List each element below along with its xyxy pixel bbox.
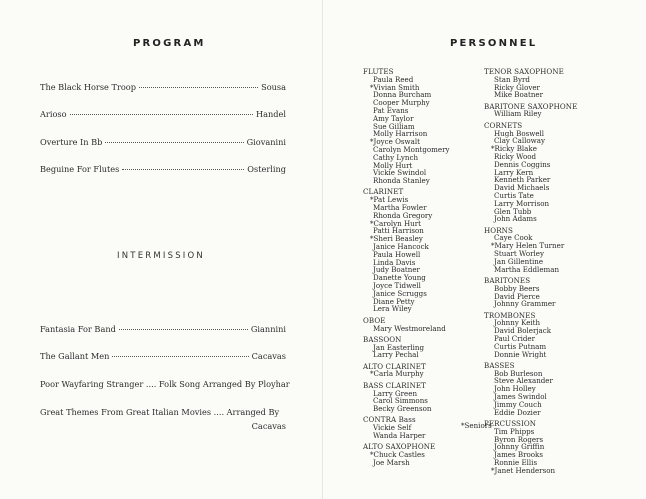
section-alto-saxophone (363, 443, 450, 466)
section-title: FLUTES (363, 67, 394, 76)
member-name: Vickie Swindol (373, 168, 427, 178)
section-cornets (484, 122, 577, 223)
section-title: TROMBONES (484, 310, 536, 320)
member-name: Molly Hurt (373, 160, 413, 170)
member-name: Byron Rogers (494, 434, 544, 444)
piece-title: Beguine For Flutes (40, 164, 120, 174)
section-oboe (363, 317, 450, 333)
member-name: Janice Hancock (373, 242, 429, 252)
section-title: BARITONES (484, 275, 531, 285)
member-name: Johnny Keith (494, 318, 541, 328)
section-title: CORNETS (484, 120, 523, 130)
member-name: Johnny Grammer (494, 299, 556, 309)
member-name: Ronnie Ellis (494, 457, 538, 467)
great-themes-line2: Cacavas (251, 421, 286, 431)
personnel-right-column (484, 68, 577, 478)
member-name: Curtis Tate (494, 190, 534, 200)
leader-dots (119, 329, 248, 330)
piece-composer: Handel (256, 109, 286, 119)
member-name: Wanda Harper (373, 431, 426, 441)
section-bassoon (363, 336, 450, 359)
member-name: David Bolerjack (494, 326, 552, 336)
leader-dots (105, 142, 243, 143)
member-name: *Vivian Smith (370, 82, 420, 92)
section-bass-clarinet (363, 382, 450, 413)
member-name: Bob Burleson (494, 368, 543, 378)
member-name: Caye Cook (494, 233, 533, 243)
intermission-label: INTERMISSION (117, 251, 205, 261)
program-item-great-themes (40, 405, 286, 433)
member-name: Steve Alexander (494, 376, 553, 386)
member-name: Curtis Putnam (494, 341, 547, 351)
member-name: Stuart Worley (494, 249, 544, 259)
seniors-note: *Seniors (461, 421, 492, 430)
member-name: *Sheri Beasley (370, 234, 423, 244)
member-name: Linda Davis (373, 257, 416, 267)
section-title: BASSES (484, 360, 515, 370)
member-name: Clay Calloway (494, 136, 545, 146)
member-name: *Chuck Castles (370, 450, 425, 460)
member-name: Johnny Griffin (494, 442, 545, 452)
member-name: James Brooks (494, 450, 543, 460)
section-title: BASSOON (363, 334, 402, 344)
member-name: John Holley (494, 384, 536, 394)
member-name: Diane Petty (373, 296, 415, 306)
member-name: Cooper Murphy (373, 98, 430, 108)
member-name: Eddie Dozier (494, 407, 541, 417)
member-name: Amy Taylor (373, 113, 414, 123)
section-basses (484, 362, 577, 417)
member-name: Jan Easterling (373, 342, 425, 352)
section-baritones (484, 277, 577, 308)
section-title: TENOR SAXOPHONE (484, 67, 564, 76)
member-name: *Joyce Oswalt (370, 137, 420, 147)
leader-dots (122, 169, 244, 170)
member-name: Kenneth Parker (494, 175, 551, 185)
member-name: Dennis Coggins (494, 159, 551, 169)
member-name: Rhonda Gregory (373, 210, 433, 220)
member-name: Molly Harrison (373, 129, 428, 139)
section-clarinet (363, 188, 450, 313)
member-name: *Janet Henderson (491, 465, 556, 475)
member-name: Vickie Self (373, 423, 412, 433)
member-name: Mike Boatner (494, 90, 544, 100)
member-name: Bobby Beers (494, 283, 540, 293)
section-title: ALTO SAXOPHONE (363, 442, 436, 452)
program-item-poor-wayfaring: Poor Wayfaring Stranger .... Folk Song Arranged By Ployhar (40, 379, 290, 389)
member-name: Donnie Wright (494, 349, 547, 359)
piece-composer: Giannini (250, 324, 286, 334)
leader-dots (139, 87, 258, 88)
member-name: Carol Simmons (373, 396, 428, 406)
member-name: *Carolyn Hurt (370, 218, 421, 228)
program-item (40, 324, 286, 334)
member-name: Sue Gilliam (373, 121, 415, 131)
member-name: Patti Harrison (373, 226, 424, 236)
member-name: Larry Green (373, 388, 418, 398)
personnel-heading: PERSONNEL (450, 38, 538, 49)
program-item (40, 164, 286, 174)
member-name: Danette Young (373, 273, 426, 283)
member-name: Martha Fowler (373, 203, 427, 213)
member-name: *Carla Murphy (370, 369, 424, 379)
section-flutes (363, 68, 450, 185)
member-name: Donna Burcham (373, 90, 432, 100)
member-name: *Pat Lewis (370, 195, 409, 205)
section-title: OBOE (363, 315, 386, 325)
member-name: Jimmy Couch (494, 399, 542, 409)
section-baritone-saxophone (484, 103, 577, 119)
member-name: Hugh Boswell (494, 128, 545, 138)
member-name: Judy Boatner (373, 265, 420, 275)
piece-composer: Giovanini (246, 137, 286, 147)
section-percussion (484, 420, 577, 475)
member-name: *Mary Helen Turner (491, 241, 565, 251)
section-title: CLARINET (363, 187, 404, 197)
section-tenor-saxophone (484, 68, 577, 99)
section-trombones (484, 312, 577, 359)
section-title: ALTO CLARINET (363, 361, 426, 371)
piece-title: The Black Horse Troop (40, 82, 136, 92)
program-item (40, 109, 286, 119)
member-name: Lera Wiley (373, 304, 412, 314)
section-title: CONTRA Bass (363, 415, 416, 425)
personnel-left-column (363, 68, 450, 470)
program-item (40, 351, 286, 361)
member-name: Cathy Lynch (373, 152, 419, 162)
member-name: Larry Pechal (373, 350, 419, 360)
member-name: Becky Greenson (373, 404, 432, 414)
section-alto-clarinet (363, 363, 450, 379)
member-name: Rhonda Stanley (373, 176, 430, 186)
member-name: Ricky Glover (494, 82, 540, 92)
leader-dots (112, 356, 248, 357)
member-name: Larry Morrison (494, 198, 550, 208)
member-name: Joyce Tidwell (373, 281, 421, 291)
section-title: BASS CLARINET (363, 380, 427, 390)
section-horns (484, 227, 577, 274)
member-name: Stan Byrd (494, 74, 530, 84)
member-name: Mary Westmoreland (373, 323, 446, 333)
member-name: Glen Tubb (494, 206, 532, 216)
member-name: Pat Evans (373, 105, 409, 115)
piece-title: Fantasia For Band (40, 324, 116, 334)
section-title: HORNS (484, 225, 513, 235)
program-item (40, 137, 286, 147)
piece-composer: Sousa (261, 82, 286, 92)
member-name: Tim Phipps (494, 426, 535, 436)
piece-title: Overture In Bb (40, 137, 103, 147)
member-name: Janice Scruggs (373, 288, 427, 298)
member-name: *Ricky Blake (491, 144, 537, 154)
member-name: Joe Marsh (373, 457, 410, 467)
member-name: Paul Crider (494, 334, 535, 343)
member-name: Paula Reed (373, 74, 414, 84)
member-name: Martha Eddleman (494, 264, 560, 274)
piece-composer: Osterling (247, 164, 286, 174)
member-name: Carolyn Montgomery (373, 144, 450, 154)
leader-dots (70, 114, 253, 115)
member-name: William Riley (494, 109, 542, 119)
section-title: BARITONE SAXOPHONE (484, 101, 578, 111)
member-name: James Swindol (494, 392, 547, 402)
member-name: Larry Kern (494, 167, 534, 177)
program-item (40, 82, 286, 92)
member-name: Ricky Wood (494, 151, 537, 161)
great-themes-line1: Great Themes From Great Italian Movies .... Arranged By (40, 407, 280, 417)
member-name: David Michaels (494, 183, 550, 193)
section-contra-bass (363, 416, 450, 439)
piece-title: Arioso (40, 109, 67, 119)
program-heading: PROGRAM (133, 38, 206, 49)
piece-title: The Gallant Men (40, 351, 110, 361)
member-name: David Pierce (494, 291, 540, 301)
member-name: Jan Gillentine (494, 256, 544, 266)
member-name: Paula Howell (373, 249, 421, 259)
member-name: John Adams (494, 214, 537, 224)
section-title: PERCUSSION (484, 418, 537, 428)
piece-composer: Cacavas (251, 351, 286, 361)
